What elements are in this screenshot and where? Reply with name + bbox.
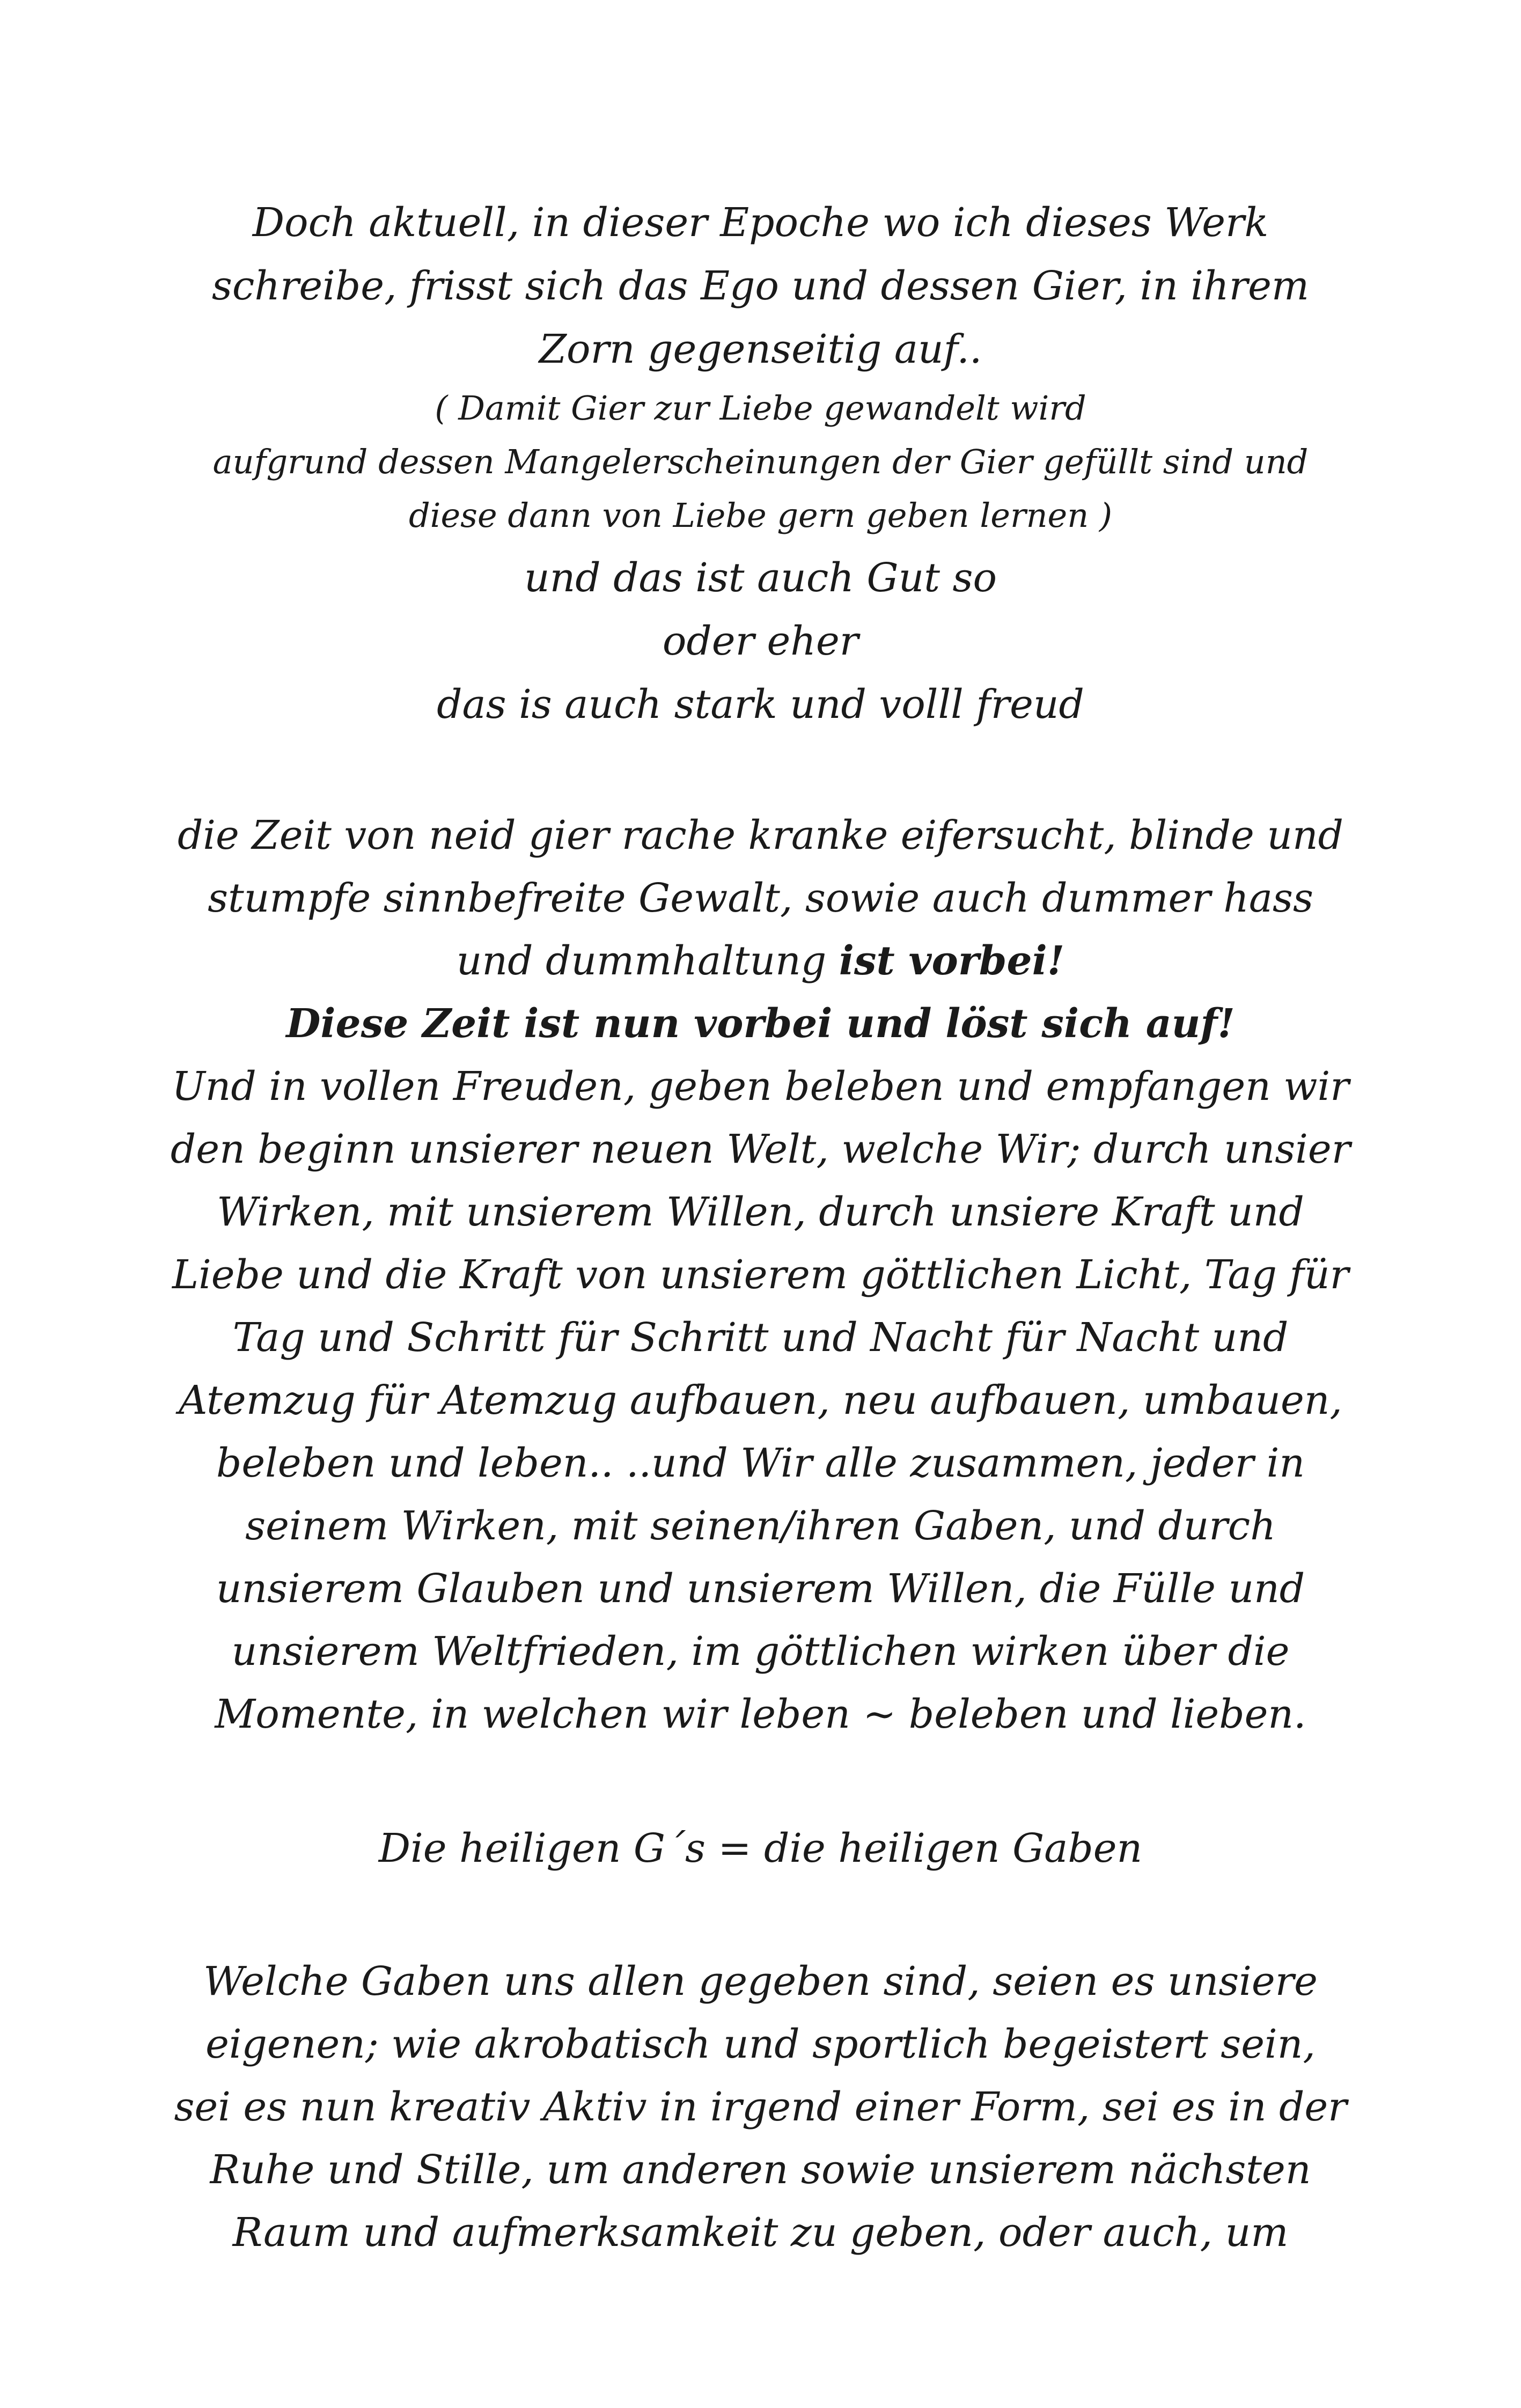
text-line-mixed xyxy=(0,938,1521,984)
text-line: unsierem Glauben und unsierem Willen, die Fülle und xyxy=(216,1566,1305,1612)
text-line: Liebe und die Kraft von unsierem göttlichen Licht, Tag für xyxy=(172,1252,1349,1298)
text-line: Zorn gegenseitig auf.. xyxy=(539,326,982,372)
text-line: Und in vollen Freuden, geben beleben und empfangen wir xyxy=(172,1063,1349,1110)
section-heading: Die heiligen G´s = die heiligen Gaben xyxy=(378,1825,1143,1871)
text-line: Doch aktuell, in dieser Epoche wo ich dieses Werk xyxy=(252,200,1269,246)
parenthetical-line: aufgrund dessen Mangelerscheinungen der Gier gefüllt sind und xyxy=(212,442,1309,481)
text-line: und das ist auch Gut so xyxy=(524,555,997,601)
text-line: seinem Wirken, mit seinen/ihren Gaben, und durch xyxy=(245,1503,1276,1549)
parenthetical-line: ( Damit Gier zur Liebe gewandelt wird xyxy=(435,388,1086,428)
text-line: das is auch stark und volll freud xyxy=(437,681,1084,728)
text-line: eigenen; wie akrobatisch und sportlich begeistert sein, xyxy=(205,2021,1316,2067)
text-line: stumpfe sinnbefreite Gewalt, sowie auch dummer hass xyxy=(208,875,1313,921)
text-line: oder eher xyxy=(662,618,859,664)
text-line: Raum und aufmerksamkeit zu geben, oder auch, um xyxy=(232,2209,1289,2256)
text-line: beleben und leben.. ..und Wir alle zusammen, jeder in xyxy=(216,1440,1305,1486)
text-span: und dummhaltung xyxy=(456,938,839,984)
text-line: unsierem Weltfrieden, im göttlichen wirken über die xyxy=(231,1628,1290,1675)
text-line: Wirken, mit unsierem Willen, durch unsiere Kraft und xyxy=(217,1189,1304,1235)
text-line: schreibe, frisst sich das Ego und dessen Gier, in ihrem xyxy=(211,263,1310,309)
text-line: Welche Gaben uns allen gegeben sind, seien es unsiere xyxy=(203,1958,1318,2005)
text-line: Atemzug für Atemzug aufbauen, neu aufbauen, umbauen, xyxy=(179,1377,1342,1423)
text-line: die Zeit von neid gier rache kranke eifersucht, blinde und xyxy=(177,812,1344,858)
text-line: sei es nun kreativ Aktiv in irgend einer Form, sei es in der xyxy=(174,2084,1347,2130)
text-line: Ruhe und Stille, um anderen sowie unsierem nächsten xyxy=(210,2147,1311,2193)
emphasis-line: Diese Zeit ist nun vorbei und löst sich auf! xyxy=(286,1001,1235,1047)
emphasis-text: ist vorbei! xyxy=(839,938,1065,984)
parenthetical-line: diese dann von Liebe gern geben lernen ) xyxy=(408,496,1113,535)
text-line: den beginn unsierer neuen Welt, welche Wir; durch unsier xyxy=(170,1126,1351,1172)
text-line: Momente, in welchen wir leben ~ beleben und lieben. xyxy=(215,1691,1306,1737)
text-line: Tag und Schritt für Schritt und Nacht für Nacht und xyxy=(232,1315,1289,1361)
